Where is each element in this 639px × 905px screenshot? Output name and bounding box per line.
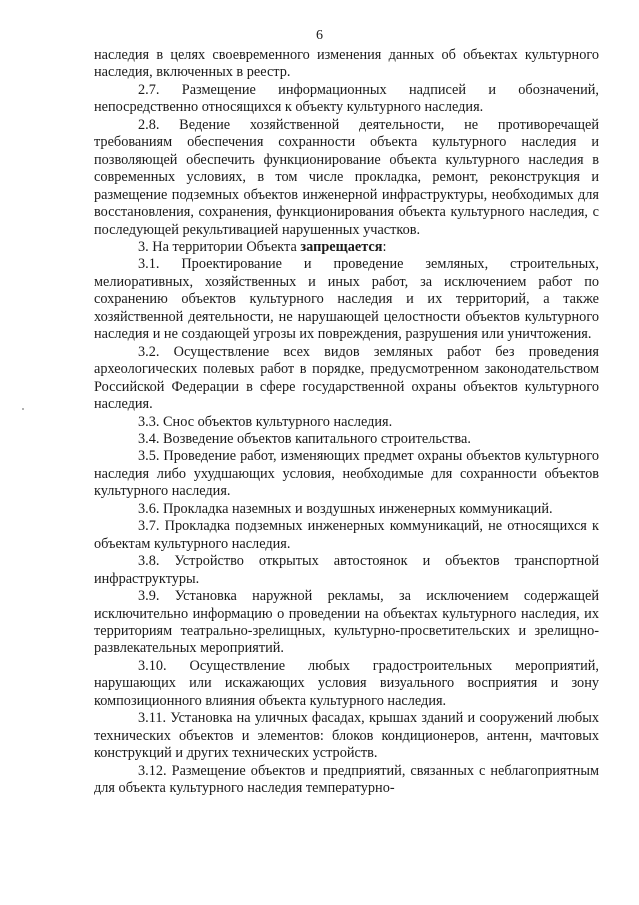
scan-speck <box>22 408 24 410</box>
paragraph-3-4: 3.4. Возведение объектов капитального строительства. <box>138 430 471 447</box>
paragraph-3 <box>94 239 599 256</box>
paragraph-3-12: 3.12. Размещение объектов и предприятий, связанных с неблагоприятным для объекта культурного наследия температурно- <box>94 762 599 797</box>
paragraph-3-text: 3. На территории Объекта <box>138 238 301 255</box>
paragraph-3-7: 3.7. Прокладка подземных инженерных коммуникаций, не относящихся к объектам культурного наследия. <box>94 518 599 552</box>
paragraph-3-3: 3.3. Снос объектов культурного наследия. <box>138 413 393 430</box>
paragraph-3-2: 3.2. Осуществление всех видов земляных работ без проведения археологических полевых работ в порядке, предусмотренном законодательством Российской Федерации в сфере государственной охраны объектов культурного наследия. <box>94 343 599 413</box>
paragraph-continuation: наследия в целях своевременного изменения данных об объектах культурного наследия, включенных в реестр. <box>94 47 599 81</box>
paragraph-3-6: 3.6. Прокладка наземных и воздушных инженерных коммуникаций. <box>138 500 553 517</box>
document-body <box>94 47 599 797</box>
paragraph-3-11: 3.11. Установка на уличных фасадах, крышах зданий и сооружений любых технических объектов и элементов: блоков кондиционеров, антенн, мачтовых конструкций и других технических устройств. <box>94 710 599 762</box>
paragraph-3-1: 3.1. Проектирование и проведение земляных, строительных, мелиоративных, хозяйственных и иных работ, за исключением работ по сохранению объектов культурного наследия и их территорий, а также хозяйственной деятельности, не нарушающей целостности объектов культурного наследия и не создающей угрозы их повреждения, разрушения или уничтожения. <box>94 256 599 343</box>
paragraph-2-7: 2.7. Размещение информационных надписей и обозначений, непосредственно относящихся к объекту культурного наследия. <box>94 81 599 116</box>
paragraph-3-colon: : <box>382 238 387 255</box>
paragraph-3-9: 3.9. Установка наружной рекламы, за исключением содержащей исключительно информацию о проведении на объектах культурного наследия, их территориям театрально-зрелищных, культурно-просветительских и зрелищно-развлекательных мероприятий. <box>94 588 599 657</box>
paragraph-3-5: 3.5. Проведение работ, изменяющих предмет охраны объектов культурного наследия либо ухудшающих условия, необходимые для сохранности объектов культурного наследия. <box>94 448 599 500</box>
page-number: 6 <box>316 28 323 43</box>
paragraph-3-10: 3.10. Осуществление любых градостроительных мероприятий, нарушающих или искажающих условия визуального восприятия и зону композиционного влияния объекта культурного наследия. <box>94 657 599 709</box>
paragraph-3-8: 3.8. Устройство открытых автостоянок и объектов транспортной инфраструктуры. <box>94 553 599 587</box>
prohibited-keyword: запрещается <box>300 238 383 255</box>
paragraph-2-8: 2.8. Ведение хозяйственной деятельности, не противоречащей требованиям обеспечения сохранности объекта культурного наследия и позволяющей обеспечить функционирование объекта культурного наследия в современных условиях, в том числе прокладка, ремонт, реконструкция и размещение подземных объектов инженерной инфраструктуры, необходимых для восстановления, сохранения, функционирования объекта культурного наследия, с последующей рекультивацией нарушенных участков. <box>94 116 599 238</box>
